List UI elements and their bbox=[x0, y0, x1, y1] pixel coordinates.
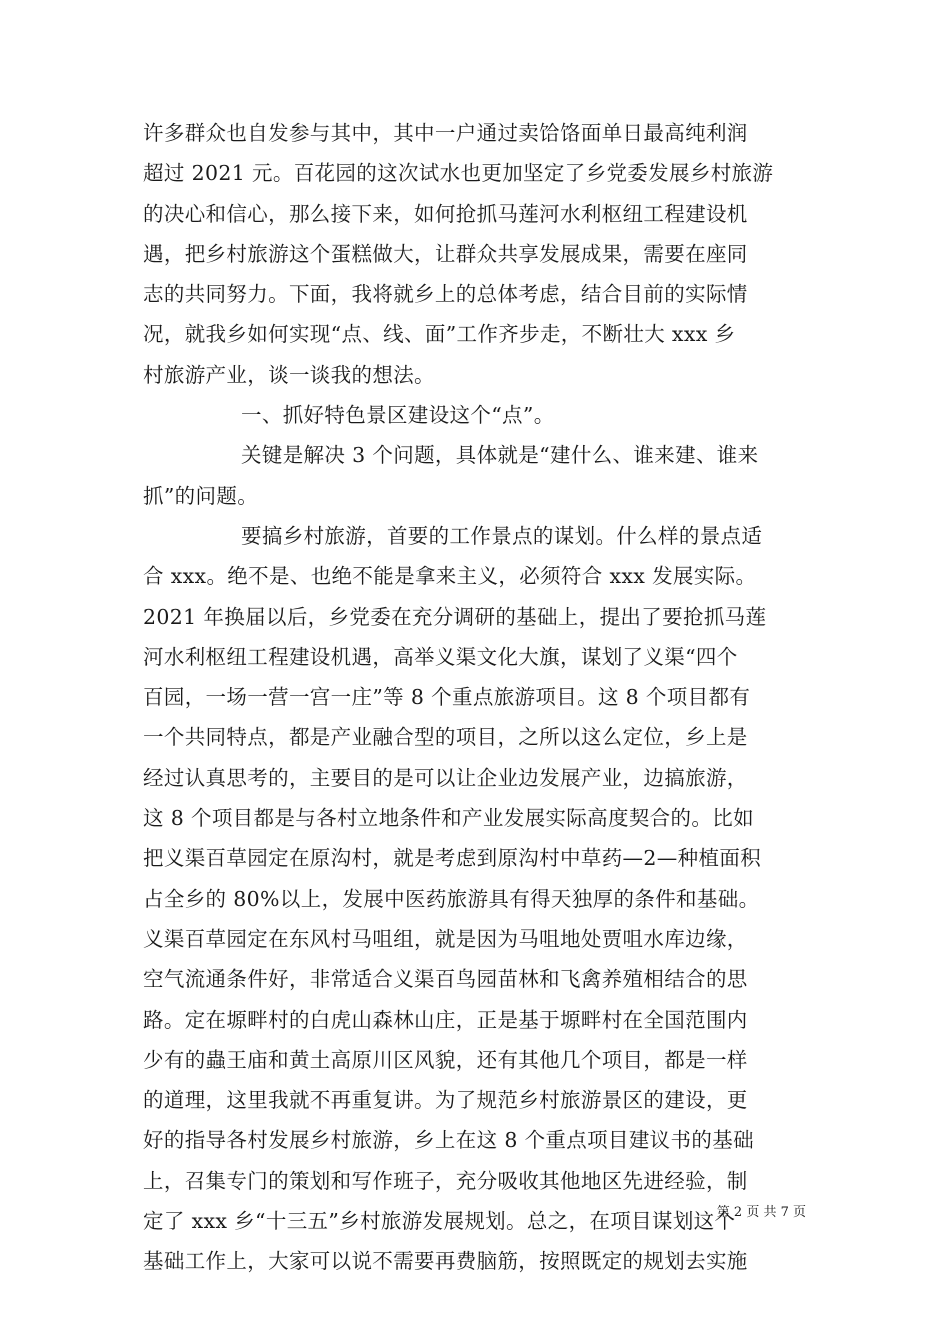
text-line: 一个共同特点，都是产业融合型的项目，之所以这么定位，乡上是 bbox=[143, 725, 748, 750]
text-line: 义渠百草园定在东风村马咀组，就是因为马咀地处贾咀水库边缘， bbox=[143, 926, 748, 951]
text-line: 上，召集专门的策划和写作班子，充分吸收其他地区先进经验，制 bbox=[143, 1168, 748, 1193]
text-line: 抓”的问题。 bbox=[143, 483, 259, 508]
text-line: 关键是解决 3 个问题，具体就是“建什么、谁来建、谁来 bbox=[241, 443, 759, 468]
text-line: 村旅游产业，谈一谈我的想法。 bbox=[143, 362, 435, 387]
text-line: 把义渠百草园定在原沟村，就是考虑到原沟村中草药—2—种植面积 bbox=[143, 846, 762, 871]
body-text bbox=[143, 113, 811, 1282]
text-line: 百园，一场一营一宫一庄”等 8 个重点旅游项目。这 8 个项目都有 bbox=[143, 685, 751, 710]
text-line: 要搞乡村旅游，首要的工作景点的谋划。什么样的景点适 bbox=[241, 523, 763, 548]
text-line: 空气流通条件好，非常适合义渠百鸟园苗林和飞禽养殖相结合的思 bbox=[143, 967, 748, 992]
text-line: 定了 xxx 乡“十三五”乡村旅游发展规划。总之，在项目谋划这个 bbox=[143, 1209, 736, 1234]
text-line: 许多群众也自发参与其中，其中一户通过卖饸饹面单日最高纯利润 bbox=[143, 121, 748, 145]
text-line: 超过 2021 元。百花园的这次试水也更加坚定了乡党委发展乡村旅游 bbox=[143, 161, 774, 186]
text-line: 好的指导各村发展乡村旅游，乡上在这 8 个重点项目建议书的基础 bbox=[143, 1128, 754, 1153]
text-line: 志的共同努力。下面，我将就乡上的总体考虑，结合目前的实际情 bbox=[143, 282, 748, 307]
page-number: 第 2 页 共 7 页 bbox=[716, 1205, 806, 1220]
text-line: 这 8 个项目都是与各村立地条件和产业发展实际高度契合的。比如 bbox=[143, 806, 754, 831]
text-line: 合 xxx。绝不是、也绝不能是拿来主义，必须符合 xxx 发展实际。 bbox=[143, 564, 757, 589]
text-line: 一、抓好特色景区建设这个“点”。 bbox=[241, 403, 555, 428]
text-line: 占全乡的 80%以上，发展中医药旅游具有得天独厚的条件和基础。 bbox=[143, 886, 760, 911]
text-line: 2021 年换届以后，乡党委在充分调研的基础上，提出了要抢抓马莲 bbox=[143, 604, 767, 629]
text-line: 经过认真思考的，主要目的是可以让企业边发展产业，边搞旅游， bbox=[143, 765, 748, 790]
text-line: 的道理，这里我就不再重复讲。为了规范乡村旅游景区的建设，更 bbox=[143, 1088, 748, 1113]
page-footer bbox=[0, 1204, 806, 1222]
text-line: 河水利枢纽工程建设机遇，高举义渠文化大旗，谋划了义渠“四个 bbox=[143, 644, 738, 669]
text-line: 况，就我乡如何实现“点、线、面”工作齐步走，不断壮大 xxx 乡 bbox=[143, 322, 736, 347]
text-line: 少有的蟲王庙和黄土高原川区风貌，还有其他几个项目，都是一样 bbox=[143, 1047, 748, 1072]
text-line: 遇，把乡村旅游这个蛋糕做大，让群众共享发展成果，需要在座同 bbox=[143, 241, 748, 266]
text-line: 的决心和信心，那么接下来，如何抢抓马莲河水利枢纽工程建设机 bbox=[143, 201, 748, 226]
text-line: 基础工作上，大家可以说不需要再费脑筋，按照既定的规划去实施 bbox=[143, 1249, 748, 1274]
text-line: 路。定在塬畔村的白虎山森林山庄，正是基于塬畔村在全国范围内 bbox=[143, 1007, 748, 1032]
